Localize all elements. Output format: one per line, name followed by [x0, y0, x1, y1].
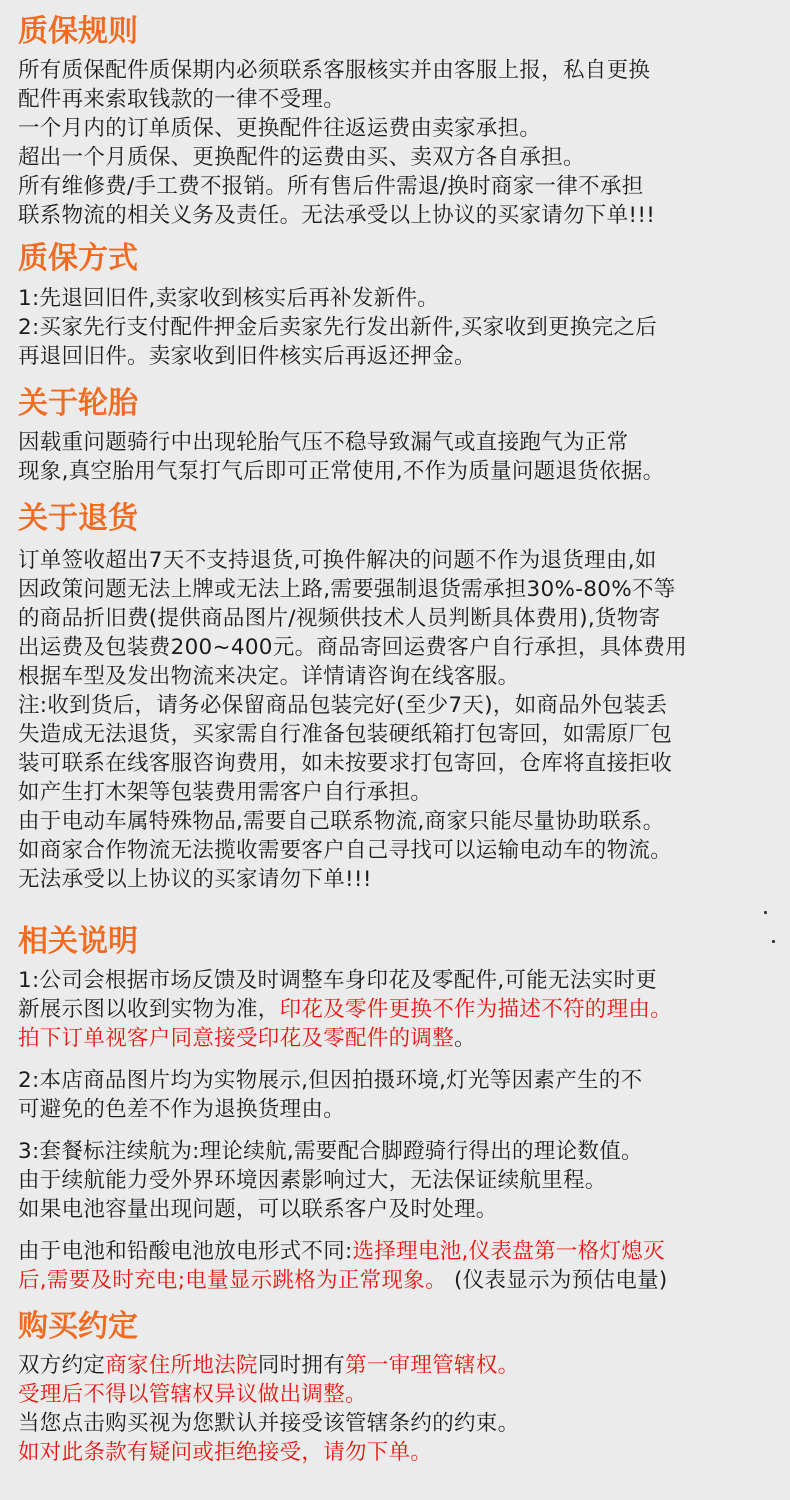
text-line — [18, 1070, 642, 1092]
body-text: 订单签收超出7天不支持退货,可换件解决的问题不作为退货理由,如 — [18, 548, 657, 573]
stray-mark — [764, 911, 767, 914]
text-line — [18, 550, 657, 572]
text-line — [18, 579, 676, 601]
text-line — [18, 1099, 345, 1121]
body-text: 同时拥有 — [257, 1353, 346, 1378]
body-text: 1:公司会根据市场反馈及时调整车身印花及零配件,可能无法实时更 — [18, 968, 658, 993]
text-line — [18, 724, 672, 746]
body-text: 由于电动车属特殊物品,需要自己联系物流,商家只能尽量协助联系。 — [18, 809, 665, 834]
body-text: 无法承受以上协议的买家请勿下单!!! — [18, 867, 372, 892]
text-line — [18, 695, 667, 717]
body-text: 可避免的色差不作为退换货理由。 — [18, 1097, 346, 1122]
highlight-text: 后,需要及时充电;电量显示跳格为正常现象。 — [18, 1268, 447, 1293]
highlight-text: 受理后不得以管辖权异议做出调整。 — [18, 1382, 367, 1407]
text-line — [18, 1199, 498, 1221]
body-text: 2:本店商品图片均为实物展示,但因拍摄环境,灯光等因素产生的不 — [18, 1068, 643, 1093]
text-line — [18, 461, 664, 483]
text-line — [18, 753, 672, 775]
body-text: 的商品折旧费(提供商品图片/视频供技术人员判断具体费用),货物寄 — [18, 606, 661, 631]
body-text: 2:买家先行支付配件押金后卖家先行发出新件,买家收到更换完之后 — [18, 315, 658, 340]
body-text: 失造成无法退货，买家需自行准备包装硬纸箱打包寄回，如需原厂包 — [18, 722, 673, 747]
text-line — [18, 1413, 519, 1435]
body-text: 。 — [454, 1026, 476, 1051]
body-text: 联系物流的相关义务及责任。无法承受以上协议的买家请勿下单!!! — [18, 203, 656, 228]
text-line — [18, 147, 585, 169]
text-line — [18, 1384, 367, 1406]
body-text: 出运费及包装费200~400元。商品寄回运费客户自行承担，具体费用 — [18, 635, 687, 660]
stray-mark — [772, 940, 775, 943]
text-line — [18, 999, 672, 1021]
text-line — [18, 60, 650, 82]
text-line — [18, 1028, 476, 1050]
body-text: 超出一个月质保、更换配件的运费由买、卖双方各自承担。 — [18, 145, 585, 170]
section-title: 相关说明 — [18, 924, 138, 959]
text-line — [18, 970, 657, 992]
text-line — [18, 1270, 668, 1292]
highlight-text: 如对此条款有疑问或拒绝接受，请勿下单。 — [18, 1440, 433, 1465]
body-text: 双方约定 — [18, 1353, 106, 1378]
text-line — [18, 1241, 665, 1263]
text-line — [18, 205, 655, 227]
text-line — [18, 176, 644, 198]
text-line — [18, 1355, 519, 1377]
body-text: 因政策问题无法上牌或无法上路,需要强制退货需承担30%-80%不等 — [18, 577, 676, 602]
text-line — [18, 840, 672, 862]
section-title: 质保方式 — [18, 241, 138, 276]
body-text: 装可联系在线客服咨询费用，如未按要求打包寄回，仓库将直接拒收 — [18, 751, 673, 776]
text-line — [18, 346, 476, 368]
body-text: 一个月内的订单质保、更换配件往返运费由卖家承担。 — [18, 116, 542, 141]
highlight-text: 拍下订单视客户同意接受印花及零配件的调整 — [18, 1026, 455, 1051]
body-text: 如果电池容量出现问题，可以联系客户及时处理。 — [18, 1197, 498, 1222]
body-text: 由于电池和铅酸电池放电形式不同: — [18, 1239, 353, 1264]
text-line — [18, 432, 628, 454]
highlight-text: 选择理电池,仪表盘第一格灯熄灭 — [352, 1239, 665, 1264]
section-title: 购买约定 — [18, 1309, 138, 1344]
text-line — [18, 782, 432, 804]
body-text: (仪表显示为预估电量) — [446, 1268, 668, 1293]
body-text: 根据车型及发出物流来决定。详情请咨询在线客服。 — [18, 664, 520, 689]
section-title: 关于退货 — [18, 501, 138, 536]
text-line — [18, 608, 660, 630]
text-line — [18, 637, 687, 659]
text-line — [18, 1141, 643, 1163]
body-text: 1:先退回旧件,卖家收到核实后再补发新件。 — [18, 286, 440, 311]
section-title: 关于轮胎 — [18, 386, 138, 421]
highlight-text: 印花及零件更换不作为描述不符的理由。 — [279, 997, 673, 1022]
text-line — [18, 1170, 607, 1192]
body-text: 因载重问题骑行中出现轮胎气压不稳导致漏气或直接跑气为正常 — [18, 430, 629, 455]
body-text: 所有维修费/手工费不报销。所有售后件需退/换时商家一律不承担 — [18, 174, 644, 199]
body-text: 3:套餐标注续航为:理论续航,需要配合脚蹬骑行得出的理论数值。 — [18, 1139, 643, 1164]
body-text: 再退回旧件。卖家收到旧件核实后再返还押金。 — [18, 344, 476, 369]
text-line — [18, 89, 345, 111]
body-text: 注:收到货后，请务必保留商品包装完好(至少7天)，如商品外包装丢 — [18, 693, 668, 718]
text-line — [18, 118, 541, 140]
text-line — [18, 288, 439, 310]
body-text: 由于续航能力受外界环境因素影响过大，无法保证续航里程。 — [18, 1168, 607, 1193]
body-text: 当您点击购买视为您默认并接受该管辖条约的约束。 — [18, 1411, 520, 1436]
body-text: 现象,真空胎用气泵打气后即可正常使用,不作为质量问题退货依据。 — [18, 459, 665, 484]
text-line — [18, 666, 519, 688]
text-line — [18, 811, 664, 833]
text-line — [18, 869, 372, 891]
highlight-text: 第一审理管辖权。 — [345, 1353, 520, 1378]
section-title: 质保规则 — [18, 14, 138, 49]
text-line — [18, 317, 657, 339]
body-text: 如产生打木架等包装费用需客户自行承担。 — [18, 780, 433, 805]
body-text: 所有质保配件质保期内必须联系客服核实并由客服上报，私自更换 — [18, 58, 651, 83]
body-text: 配件再来索取钱款的一律不受理。 — [18, 87, 346, 112]
body-text: 新展示图以收到实物为准， — [18, 997, 280, 1022]
body-text: 如商家合作物流无法揽收需要客户自己寻找可以运输电动车的物流。 — [18, 838, 673, 863]
highlight-text: 商家住所地法院 — [105, 1353, 258, 1378]
text-line — [18, 1442, 432, 1464]
